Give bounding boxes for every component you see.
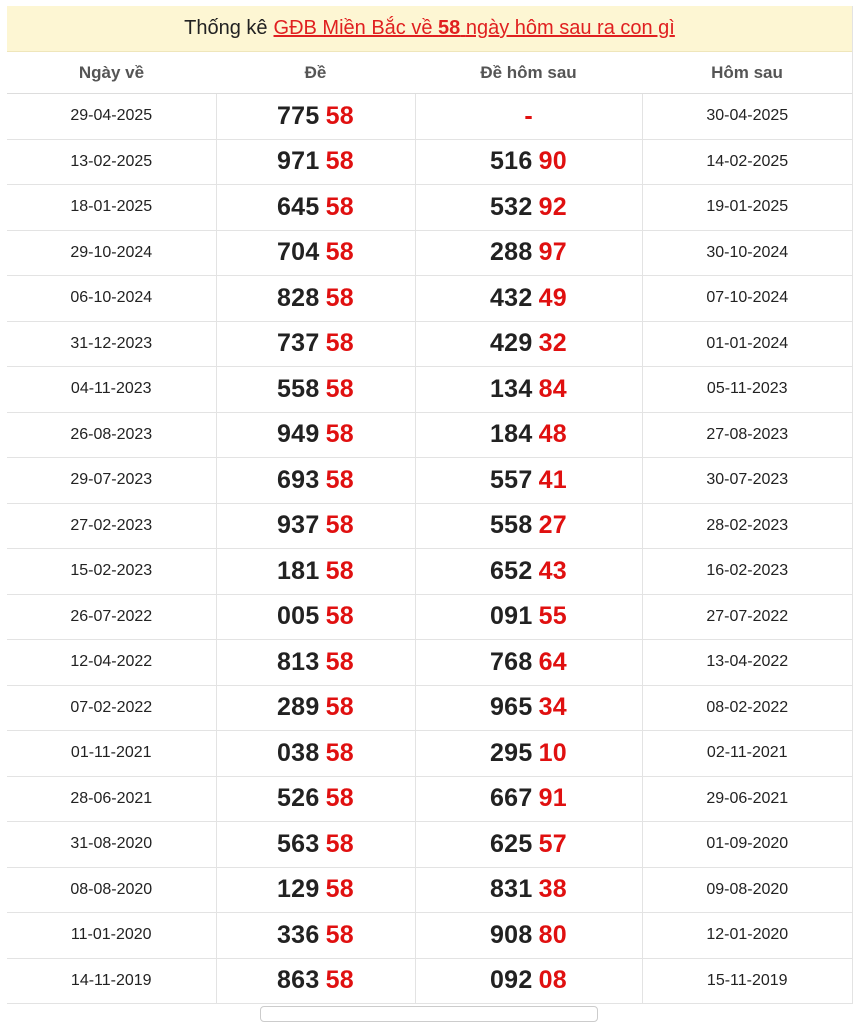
table-row [7,731,852,777]
de-tail-digits: 58 [325,511,355,540]
title-prefix: Thống kê [184,17,268,39]
title-link-number: 58 [438,17,461,39]
de-tail-digits: 58 [325,192,355,221]
row-date: 28-06-2021 [7,776,216,822]
row-next-number [490,921,567,949]
table-row [7,503,852,549]
table-row [7,367,852,413]
row-date: 12-04-2022 [7,640,216,686]
row-next-date: 13-04-2022 [642,640,852,686]
de-tail-digits: 58 [325,829,355,858]
row-de-cell [216,230,415,276]
row-de-cell [216,503,415,549]
row-next-date: 27-07-2022 [642,594,852,640]
table-row [7,185,852,231]
row-next-date: 07-10-2024 [642,276,852,322]
row-de-number [277,238,354,266]
row-next-date: 16-02-2023 [642,549,852,595]
row-next-date: 27-08-2023 [642,412,852,458]
de-tail-digits: 58 [325,693,355,722]
de-tail-digits: 58 [325,147,355,176]
next-tail-digits: 91 [538,784,568,813]
row-next-date: 12-01-2020 [642,913,852,959]
row-next-cell [415,276,642,322]
de-head-digits: 775 [276,101,320,130]
row-next-number [490,420,567,448]
de-head-digits: 336 [276,920,320,949]
next-tail-digits: 41 [538,465,568,494]
de-tail-digits: 58 [325,374,355,403]
de-head-digits: 828 [276,283,320,312]
row-de-number [277,557,354,585]
row-date: 26-07-2022 [7,594,216,640]
table-row [7,913,852,959]
next-head-digits: 532 [489,192,533,221]
no-result-dash: - [524,101,533,130]
next-tail-digits: 32 [538,329,568,358]
de-tail-digits: 58 [325,875,355,904]
row-de-number [277,375,354,403]
de-tail-digits: 58 [325,602,355,631]
header-de: Đề [216,52,415,94]
next-head-digits: 831 [489,875,533,904]
title-link[interactable] [274,17,675,40]
row-next-date: 01-09-2020 [642,822,852,868]
row-next-number [490,329,567,357]
next-tail-digits: 92 [538,192,568,221]
row-de-cell [216,822,415,868]
row-next-date: 30-10-2024 [642,230,852,276]
row-de-cell [216,685,415,731]
table-row [7,139,852,185]
row-date: 26-08-2023 [7,412,216,458]
next-head-digits: 091 [489,602,533,631]
next-tail-digits: 97 [538,238,568,267]
row-next-number [490,602,567,630]
de-head-digits: 129 [276,875,320,904]
row-next-cell [415,913,642,959]
row-de-number [277,147,354,175]
row-next-date: 09-08-2020 [642,867,852,913]
de-head-digits: 971 [276,147,320,176]
row-de-cell [216,367,415,413]
next-tail-digits: 34 [538,693,568,722]
row-next-number [490,511,567,539]
title-link-text-2: ngày hôm sau ra con gì [465,17,675,39]
row-de-number [277,284,354,312]
de-head-digits: 526 [276,784,320,813]
next-head-digits: 429 [489,329,533,358]
de-tail-digits: 58 [325,283,355,312]
row-next-number [490,784,567,812]
row-de-cell [216,731,415,777]
row-next-number [490,739,567,767]
de-head-digits: 005 [276,602,320,631]
next-head-digits: 667 [489,784,533,813]
table-row [7,276,852,322]
row-date: 11-01-2020 [7,913,216,959]
row-next-number [490,875,567,903]
next-head-digits: 558 [489,511,533,540]
de-head-digits: 645 [276,192,320,221]
row-date: 08-08-2020 [7,867,216,913]
row-de-number [277,511,354,539]
row-date: 13-02-2025 [7,139,216,185]
row-date: 31-12-2023 [7,321,216,367]
stats-panel [7,6,853,1004]
de-head-digits: 863 [276,966,320,995]
title-link-text-1: GĐB Miền Bắc về [273,17,433,39]
table-row [7,822,852,868]
next-head-digits: 908 [489,920,533,949]
row-de-number [277,329,354,357]
next-head-digits: 134 [489,374,533,403]
table-row [7,958,852,1004]
row-next-cell [415,776,642,822]
row-de-cell [216,276,415,322]
de-head-digits: 563 [276,829,320,858]
de-tail-digits: 58 [325,647,355,676]
row-de-number [277,830,354,858]
de-head-digits: 558 [276,374,320,403]
de-head-digits: 693 [276,465,320,494]
row-next-number [490,966,567,994]
row-next-cell [415,685,642,731]
next-tail-digits: 43 [538,556,568,585]
row-next-date: 01-01-2024 [642,321,852,367]
load-more-button[interactable] [260,1006,598,1022]
row-next-number [490,284,567,312]
row-de-cell [216,549,415,595]
de-tail-digits: 58 [325,465,355,494]
row-de-number [277,921,354,949]
row-de-number [277,739,354,767]
de-tail-digits: 58 [325,101,355,130]
header-de-hom-sau: Đề hôm sau [415,52,642,94]
row-next-number [490,830,567,858]
de-head-digits: 813 [276,647,320,676]
row-date: 04-11-2023 [7,367,216,413]
table-row [7,549,852,595]
row-next-cell [415,458,642,504]
row-date: 07-02-2022 [7,685,216,731]
row-de-number [277,693,354,721]
table-row [7,867,852,913]
table-row [7,458,852,504]
row-de-cell [216,640,415,686]
next-tail-digits: 57 [538,829,568,858]
table-row [7,776,852,822]
next-tail-digits: 55 [538,602,568,631]
row-next-cell [415,367,642,413]
row-next-date: 28-02-2023 [642,503,852,549]
row-de-number [277,875,354,903]
row-de-number [277,602,354,630]
next-head-digits: 516 [489,147,533,176]
next-tail-digits: 27 [538,511,568,540]
table-row [7,321,852,367]
de-tail-digits: 58 [325,420,355,449]
row-next-date: 30-04-2025 [642,94,852,140]
row-next-date: 19-01-2025 [642,185,852,231]
row-de-cell [216,185,415,231]
row-next-number [490,648,567,676]
row-de-cell [216,776,415,822]
row-de-number [277,193,354,221]
row-next-cell [415,503,642,549]
de-head-digits: 937 [276,511,320,540]
next-head-digits: 625 [489,829,533,858]
row-de-cell [216,958,415,1004]
row-next-date: 08-02-2022 [642,685,852,731]
row-next-number [490,557,567,585]
row-next-number [490,375,567,403]
row-date: 31-08-2020 [7,822,216,868]
row-next-date: 30-07-2023 [642,458,852,504]
de-head-digits: 181 [276,556,320,585]
next-head-digits: 965 [489,693,533,722]
table-row [7,685,852,731]
row-de-cell [216,913,415,959]
table-row [7,594,852,640]
de-tail-digits: 58 [325,329,355,358]
next-head-digits: 288 [489,238,533,267]
row-date: 15-02-2023 [7,549,216,595]
row-next-cell [415,139,642,185]
row-de-cell [216,139,415,185]
header-hom-sau: Hôm sau [642,52,852,94]
row-next-date: 15-11-2019 [642,958,852,1004]
next-tail-digits: 38 [538,875,568,904]
next-head-digits: 768 [489,647,533,676]
row-next-number [490,147,567,175]
row-de-cell [216,594,415,640]
de-tail-digits: 58 [325,556,355,585]
row-next-date: 14-02-2025 [642,139,852,185]
row-next-cell [415,321,642,367]
row-date: 01-11-2021 [7,731,216,777]
row-date: 29-10-2024 [7,230,216,276]
next-head-digits: 557 [489,465,533,494]
table-row [7,412,852,458]
de-tail-digits: 58 [325,238,355,267]
next-head-digits: 184 [489,420,533,449]
row-next-date: 05-11-2023 [642,367,852,413]
row-de-cell [216,94,415,140]
row-next-number [490,238,567,266]
next-tail-digits: 90 [538,147,568,176]
row-de-number [277,966,354,994]
row-next-cell [415,94,642,140]
row-date: 29-07-2023 [7,458,216,504]
row-de-number [277,784,354,812]
next-tail-digits: 84 [538,374,568,403]
next-tail-digits: 80 [538,920,568,949]
next-tail-digits: 48 [538,420,568,449]
row-next-cell [415,230,642,276]
table-row [7,640,852,686]
de-head-digits: 949 [276,420,320,449]
header-ngay-ve: Ngày về [7,52,216,94]
de-tail-digits: 58 [325,966,355,995]
next-head-digits: 092 [489,966,533,995]
row-de-cell [216,458,415,504]
row-next-cell [415,731,642,777]
row-date: 14-11-2019 [7,958,216,1004]
row-de-number [277,466,354,494]
de-tail-digits: 58 [325,784,355,813]
de-tail-digits: 58 [325,920,355,949]
row-next-cell [415,822,642,868]
de-tail-digits: 58 [325,738,355,767]
next-tail-digits: 49 [538,283,568,312]
de-head-digits: 737 [276,329,320,358]
row-next-cell [415,867,642,913]
next-head-digits: 432 [489,283,533,312]
title-bar [7,6,852,52]
next-tail-digits: 10 [538,738,568,767]
table-row [7,94,852,140]
row-de-number [277,648,354,676]
row-date: 29-04-2025 [7,94,216,140]
next-head-digits: 295 [489,738,533,767]
row-de-cell [216,867,415,913]
de-head-digits: 038 [276,738,320,767]
row-next-cell [415,958,642,1004]
row-next-number [490,693,567,721]
row-de-cell [216,412,415,458]
row-date: 18-01-2025 [7,185,216,231]
row-next-cell [415,185,642,231]
table-row [7,230,852,276]
next-head-digits: 652 [489,556,533,585]
row-next-cell [415,549,642,595]
table-header-row [7,52,852,94]
row-next-number [490,193,567,221]
next-tail-digits: 64 [538,647,568,676]
results-table [7,52,852,1004]
row-date: 06-10-2024 [7,276,216,322]
row-next-date: 29-06-2021 [642,776,852,822]
next-tail-digits: 08 [538,966,568,995]
row-next-cell [415,412,642,458]
de-head-digits: 704 [276,238,320,267]
row-de-number [277,102,354,130]
table-body [7,94,852,1004]
row-next-cell [415,640,642,686]
de-head-digits: 289 [276,693,320,722]
row-next-cell [415,594,642,640]
row-next-date: 02-11-2021 [642,731,852,777]
row-next-number [490,466,567,494]
row-de-cell [216,321,415,367]
row-date: 27-02-2023 [7,503,216,549]
row-de-number [277,420,354,448]
